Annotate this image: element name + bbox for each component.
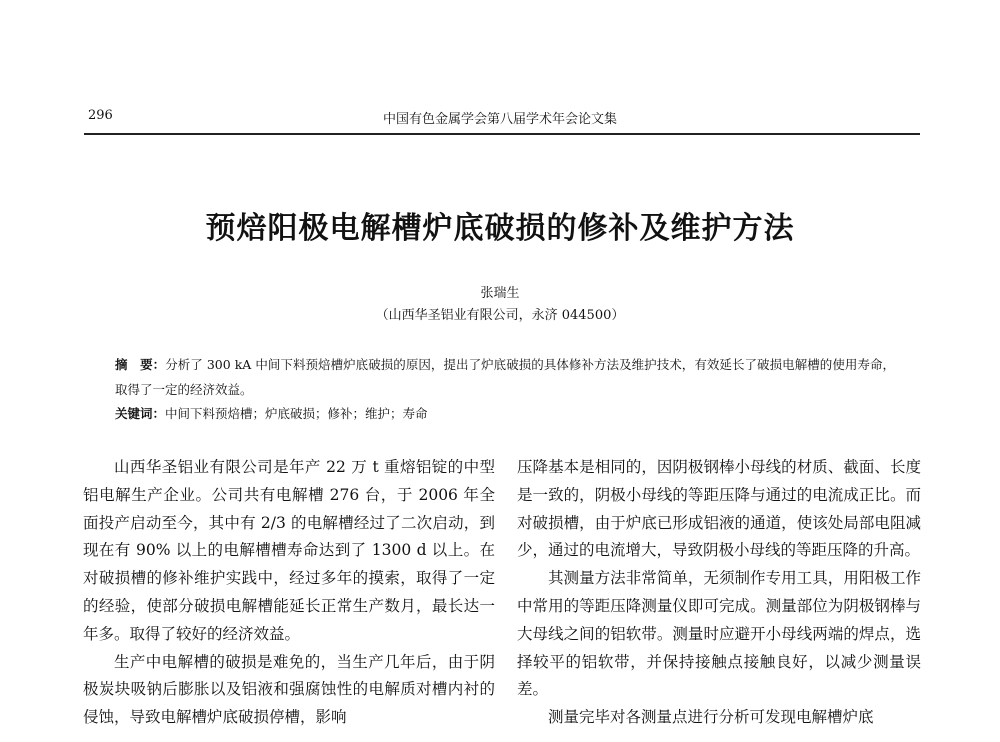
abstract-text: 分析了 300 kA 中间下料预焙槽炉底破损的原因，提出了炉底破损的具体修补方法及维护技术，有效延长了破损电解槽的使用寿命，取得了一定的经济效益。 xyxy=(115,357,895,397)
affiliation: （山西华圣铝业有限公司，永济 044500） xyxy=(375,308,625,323)
body-paragraph: 山西华圣铝业有限公司是年产 22 万 t 重熔铝锭的中型铝电解生产企业。公司共有电解槽 276 台，于 2006 年全面投产启动至今，其中有 2/3 的电解槽经过了二次启动，到现在有 90% 以上的电解槽槽寿命达到了 1300 d 以上。在对破损槽的修补维护实践中，经过多年的摸索，取得了一定的经验，使部分破损电解槽能延长正常生产数月，最长达一年多。取得了较好的经济效益。 xyxy=(83,458,495,643)
author: 张瑞生 xyxy=(480,286,520,301)
abstract xyxy=(115,352,895,402)
abstract-label: 摘 要： xyxy=(115,357,166,372)
body-right-column xyxy=(517,454,921,732)
running-title: 中国有色金属学会第八届学术年会论文集 xyxy=(382,112,617,127)
paper-title: 预焙阳极电解槽炉底破损的修补及维护方法 xyxy=(205,211,795,246)
keywords-label: 关键词： xyxy=(115,406,166,421)
body-paragraph: 压降基本是相同的，因阴极钢棒小母线的材质、截面、长度是一致的，阴极小母线的等距压降与通过的电流成正比。而对破损槽，由于炉底已形成铝液的通道，使该处局部电阻减少，通过的电流增大，导致阴极小母线的等距压降的升高。 xyxy=(517,458,921,560)
body-paragraph: 其测量方法非常简单，无须制作专用工具，用阳极工作中常用的等距压降测量仪即可完成。测量部位为阴极钢棒与大母线之间的铝软带。测量时应避开小母线两端的焊点，选择较平的铝软带，并保持接触点接触良好，以减少测量误差。 xyxy=(517,569,921,699)
keywords-text: 中间下料预焙槽；炉底破损；修补；维护；寿命 xyxy=(165,406,428,421)
keywords xyxy=(115,401,895,426)
body-left-column xyxy=(83,454,495,732)
body-paragraph: 生产中电解槽的破损是难免的，当生产几年后，由于阴极炭块吸钠后膨胀以及铝液和强腐蚀性的电解质对槽内衬的侵蚀，导致电解槽炉底破损停槽，影响 xyxy=(83,652,495,727)
page-number: 296 xyxy=(88,108,113,123)
body-paragraph: 测量完毕对各测量点进行分析可发现电解槽炉底 xyxy=(548,708,874,727)
header-rule xyxy=(84,133,920,135)
